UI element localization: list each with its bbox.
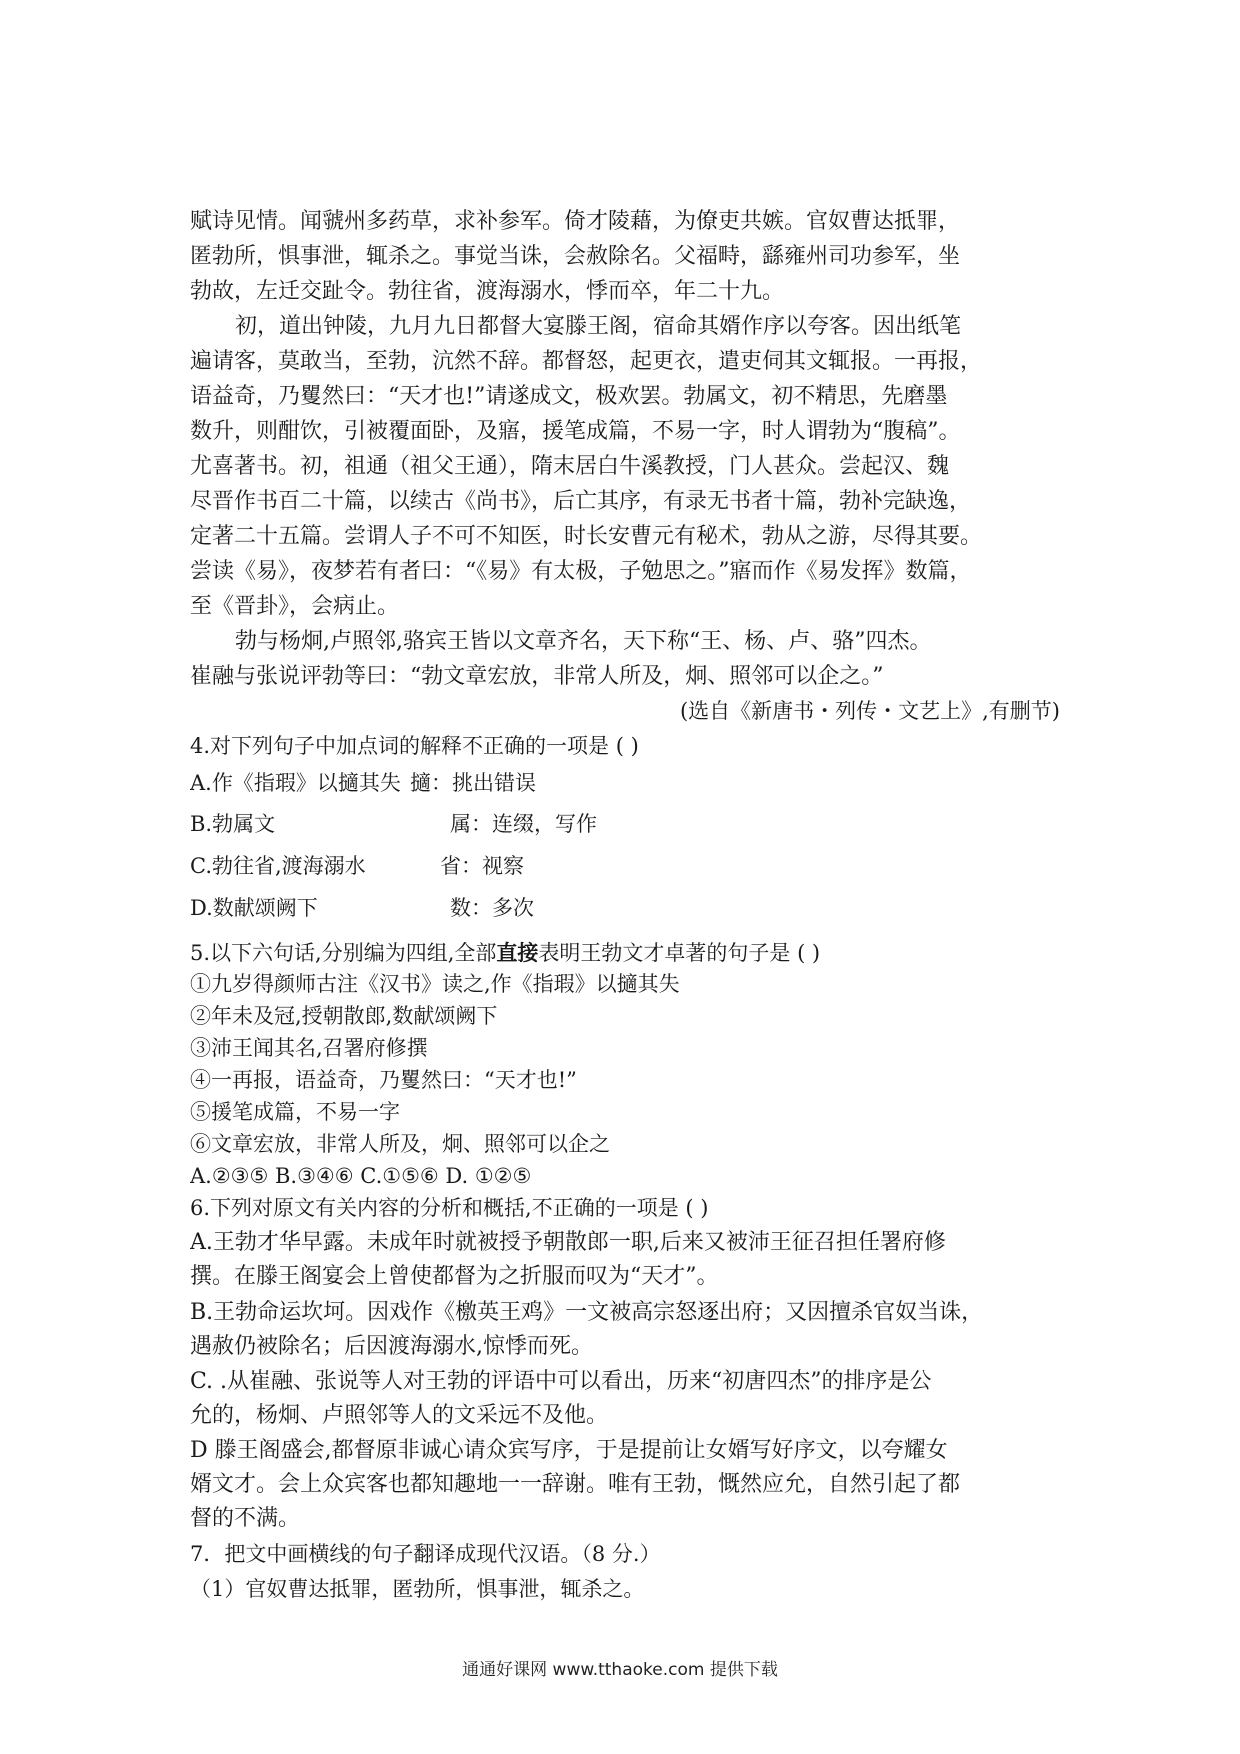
passage-line: 尤喜著书。初，祖通（祖父王通），隋末居白牛溪教授，门人甚众。尝起汉、魏 (190, 454, 950, 479)
passage-line: 勃故，左迁交趾令。勃往省，渡海溺水，悸而卒，年二十九。 (190, 279, 785, 304)
passage-line: 数升，则酣饮，引被覆面卧，及寤，援笔成篇，不易一字，时人谓勃为“腹稿”。 (190, 419, 961, 444)
q4-option-c (190, 850, 1060, 883)
passage-line: 勃与杨炯,卢照邻,骆宾王皆以文章齐名，天下称“王、杨、卢、骆”四杰。 (235, 629, 932, 654)
q6-line: A.王勃才华早露。未成年时就被授予朝散郎一职,后来又被沛王征召担任署府修 (190, 1230, 946, 1255)
option-text: D.数献颂阙下 (190, 896, 318, 920)
passage-line: 语益奇，乃矍然曰：“天才也!”请遂成文，极欢罢。勃属文，初不精思，先磨墨 (190, 384, 948, 409)
passage-line: 尝读《易》，夜梦若有者曰：“《易》有太极，子勉思之。”寤而作《易发挥》数篇， (190, 559, 972, 584)
passage-line: 定著二十五篇。尝谓人子不可不知医，时长安曹元有秘术，勃从之游，尽得其要。 (190, 524, 983, 549)
q7-stem: 7．把文中画横线的句子翻译成现代汉语。（8 分.） (190, 1542, 661, 1566)
q4-stem: 4.对下列句子中加点词的解释不正确的一项是 ( ) (190, 734, 639, 758)
option-text: B.勃属文 (190, 812, 276, 836)
q5-stem-part: 表明王勃文才卓著的句子是 ( ) (538, 941, 821, 965)
q6-line: 婿文才。会上众宾客也都知趣地一一辞谢。唯有王勃，慨然应允，自然引起了都 (190, 1472, 961, 1497)
passage-line: 赋诗见情。闻虢州多药草，求补参军。倚才陵藉，为僚吏共嫉。官奴曹达抵罪， (190, 209, 961, 234)
q5-item: ③沛王闻其名,召署府修撰 (190, 1036, 428, 1060)
passage-line: 匿勃所，惧事泄，辄杀之。事觉当诛，会赦除名。父福畤，繇雍州司功参军，坐 (190, 244, 961, 269)
option-text: C.勃往省,渡海溺水 (190, 854, 366, 878)
q6-line: C. .从崔融、张说等人对王勃的评语中可以看出，历来“初唐四杰”的排序是公 (190, 1369, 932, 1394)
q5-stem-part: 5.以下六句话,分别编为四组,全部 (190, 941, 497, 965)
q5-item: ⑥文章宏放，非常人所及，炯、照邻可以企之 (190, 1132, 610, 1156)
passage-line: 初，道出钟陵，九月九日都督大宴滕王阁，宿命其婿作序以夸客。因出纸笔 (235, 314, 962, 339)
q7-sub1: （1）官奴曹达抵罪，匿勃所，惧事泄，辄杀之。 (190, 1577, 645, 1601)
q4-option-b (190, 808, 1060, 841)
q5-stem (190, 936, 1060, 969)
q6-line: B.王勃命运坎坷。因戏作《檄英王鸡》一文被高宗怒逐出府；又因擅杀官奴当诛， (190, 1300, 984, 1325)
passage-line: 崔融与张说评勃等曰：“勃文章宏放，非常人所及，炯、照邻可以企之。” (190, 664, 884, 689)
q4-option-d (190, 892, 1060, 925)
option-gloss: 擿：挑出错误 (410, 771, 536, 795)
q6-line: 允的，杨炯、卢照邻等人的文采远不及他。 (190, 1403, 609, 1428)
option-gloss: 属：连缀，写作 (450, 812, 597, 836)
passage-line: 遍请客，莫敢当，至勃，沆然不辞。都督怒，起更衣，遣吏伺其文辄报。一再报， (190, 349, 983, 374)
q4-option-a (190, 767, 1060, 800)
q5-item: ②年未及冠,授朝散郎,数献颂阙下 (190, 1004, 498, 1028)
passage-line: 至《晋卦》，会病止。 (190, 594, 400, 619)
option-text: A.作《指瑕》以擿其失 (190, 771, 401, 795)
q5-item: ④一再报，语益奇，乃矍然曰：“天才也!” (190, 1068, 577, 1092)
q5-item: ⑤援笔成篇，不易一字 (190, 1100, 400, 1124)
q5-stem-emphasis: 直接 (496, 940, 539, 965)
passage-line: 尽晋作书百二十篇，以续古《尚书》，后亡其序，有录无书者十篇，勃补完缺逸， (190, 489, 972, 514)
q6-stem: 6.下列对原文有关内容的分析和概括,不正确的一项是 ( ) (190, 1196, 709, 1220)
option-gloss: 数：多次 (450, 896, 534, 920)
q6-line: 督的不满。 (190, 1506, 301, 1531)
q6-line: 遇赦仍被除名；后因渡海溺水,惊悸而死。 (190, 1334, 593, 1359)
footer-credit: 通通好课网 www.tthaoke.com 提供下载 (462, 1660, 778, 1680)
q6-line: 撰。在滕王阁宴会上曾使都督为之折服而叹为“天才”。 (190, 1264, 719, 1289)
option-gloss: 省：视察 (440, 854, 524, 878)
q6-line: D 滕王阁盛会,都督原非诚心请众宾写序，于是提前让女婿写好序文，以夸耀女 (190, 1438, 948, 1463)
q5-item: ①九岁得颜师古注《汉书》读之,作《指瑕》以擿其失 (190, 972, 680, 996)
source-citation: (选自《新唐书・列传・文艺上》,有删节) (679, 699, 1060, 723)
q5-choices: A.②③⑤ B.③④⑥ C.①⑤⑥ D. ①②⑤ (190, 1164, 532, 1188)
